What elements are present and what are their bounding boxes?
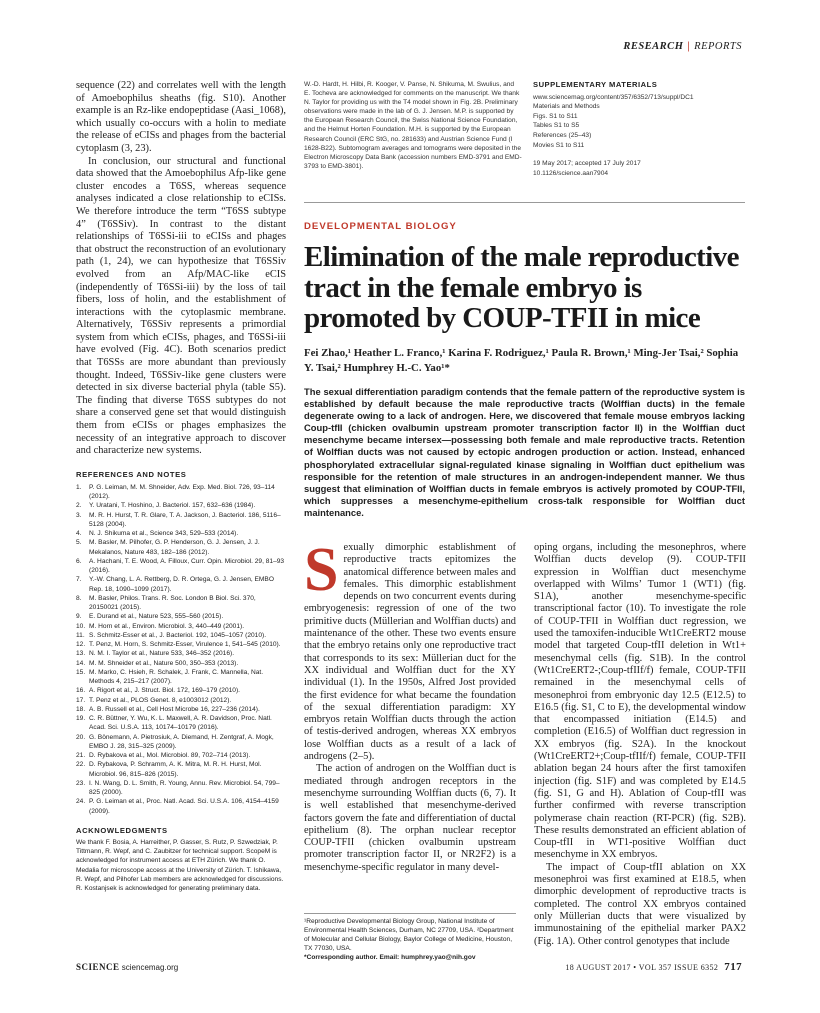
left-column [76,80,286,893]
received-accepted-dates: 19 May 2017; accepted 17 July 2017 [533,160,641,168]
article-abstract: The sexual differentiation paradigm contends that the female pattern of the reproductive system is established by default because the male reproductive tracts (Wolffian ducts) in the female degenerate owing to a lack of androgen. Here, we discovered that female mouse embryos lacking Coup-tfII (chicken ovalbumin upstream promoter transcription factor II) in the Wolffian duct mesenchyme became intersex—possessing both female and male reproductive tracts. Retention of Wolffian ducts was not caused by ectopic androgen production or action. Instead, enhanced phosphorylated extracellular signal-regulated kinase signaling in Wolffian duct epithelium was responsible for the retention of male structures in an androgen-independent manner. We thus suggest that elimination of Wolffian ducts in female embryos is actively promoted by COUP-TFII, which suppresses a mesenchyme-epithelium cross-talk responsible for Wolffian duct maintenance. [304,386,745,518]
reference-item [76,649,286,658]
reference-number: 20. [76,733,86,741]
reference-text: D. Rybakova et al., Mol. Microbiol. 89, 702–714 (2013). [89,752,251,760]
reference-text: N. J. Shikuma et al., Science 343, 529–533 (2014). [89,530,239,538]
reference-number: 14. [76,659,86,667]
reference-item [76,511,286,530]
supplementary-materials [533,80,745,178]
journal-name: SCIENCE [76,962,120,972]
reference-item [76,529,286,538]
reference-item [76,640,286,649]
reference-number: 23. [76,779,86,787]
paragraph: In conclusion, our structural and functional data showed that the Amoebophilus Afp-like gene cluster encodes a T6SS, whereas sequence analyses indicated a close relationship to eCISs. We therefore introduce the term “T6SS subtype 4” (T6SSiv). In contrast to the distant relationships of T6SSi-iii to eCISs and phages that obstruct the reconstruction of an evolutionary path (1, 24), we can hypothesize that T6SSiv evolved from an Afp/MAC-like eCIS (independently of T6SSi-iii) by the loss of tail fibers, loss of holin, and the establishment of interactions with the cytoplasmic membrane. Alternatively, T6SSiv represents a primordial system from which eCISs, phages, and T6SSi-iii have evolved (Fig. 4C). Both scenarios predict that T6SSs are more abundant than previously thought. Indeed, T6SSiv-like gene clusters were detected in six diverse bacterial phyla (table S5). The finding that diverse T6SS subtypes do not share a conserved gene set that would distinguish them from eCISs or phages emphasizes the necessity of an integrative approach to discover and characterize new systems. [76,155,286,457]
reference-number: 13. [76,650,86,658]
reference-text: A. Rigort et al., J. Struct. Biol. 172, 169–179 (2010). [89,687,241,695]
drop-cap: S [304,536,339,604]
journal-site[interactable]: sciencemag.org [121,963,179,972]
reference-text: G. Bönemann, A. Pietrosiuk, A. Diemand, H. Zentgraf, A. Mogk, EMBO J. 28, 315–325 (2009). [89,733,274,750]
reference-text: M. Basler, M. Pilhofer, G. P. Henderson, G. J. Jensen, J. J. Mekalanos, Nature 483, 182–186 (2012). [89,539,260,556]
reference-item [76,668,286,687]
issue-info: 18 AUGUST 2017 • VOL 357 ISSUE 6352 [565,963,719,972]
reference-number: 3. [76,511,82,519]
reference-text: Y.-W. Chang, L. A. Rettberg, D. R. Ortega, G. J. Jensen, EMBO Rep. 18, 1090–1099 (2017). [89,576,274,593]
supplementary-line: Movies S1 to S11 [533,141,585,149]
page-number: 717 [724,961,742,973]
reference-item [76,612,286,621]
doi[interactable]: 10.1126/science.aan7904 [533,169,609,177]
reference-item [76,779,286,798]
reference-text: E. Durand et al., Nature 523, 555–560 (2015). [89,613,224,621]
acknowledgments-continued: W.-D. Hardt, H. Hilbi, R. Kooger, V. Panse, N. Shikuma, M. Swulius, and E. Tocheva are acknowledged for comments on the manuscript. We thank N. Taylor for providing us with the T4 model shown in Fig. 2B. Preliminary observations were made in the lab of G. J. Jensen. M.P. is supported by the European Research Council, the Swiss National Science Foundation, and the Helmut Horten Foundation. M.H. is supported by the European Research Council (ERC StG, no. 281633) and Austrian Science Fund (I 1628-B22). Subtomogram averages and tomograms were deposited in the Electron Microscopy Data Bank (accession numbers EMD-3791 and EMD-3793 to EMD-3801). [304,81,522,170]
reference-text: P. G. Leiman et al., Proc. Natl. Acad. Sci. U.S.A. 106, 4154–4159 (2009). [89,798,279,815]
reference-text: M. Marko, C. Hsieh, R. Schalek, J. Frank, C. Mannella, Nat. Methods 4, 215–217 (2007). [89,668,264,686]
reference-item [76,622,286,631]
reference-text: S. Schmitz-Esser et al., J. Bacteriol. 192, 1045–1057 (2010). [89,631,267,639]
reference-item [76,501,286,510]
reference-text: T. Penz, M. Horn, S. Schmitz-Esser, Virulence 1, 541–545 (2010). [89,641,281,649]
reference-text: A. Hachani, T. E. Wood, A. Filloux, Curr. Opin. Microbiol. 29, 81–93 (2016). [89,557,285,575]
reference-item [76,760,286,779]
reference-number: 6. [76,557,82,565]
reference-item [76,594,286,613]
reference-number: 12. [76,641,86,649]
reference-number: 22. [76,761,86,769]
reference-item [76,631,286,640]
reference-number: 24. [76,798,86,806]
reference-text: M. Basler, Philos. Trans. R. Soc. London B Biol. Sci. 370, 20150021 (2015). [89,594,256,612]
reference-text: I. N. Wang, D. L. Smith, R. Young, Annu. Rev. Microbiol. 54, 799–825 (2000). [89,779,280,797]
paragraph: The impact of Coup-tfII ablation on XX mesonephroi was first examined at E18.5, when dimorphic development of reproductive tracts is completed. The control XX embryos contained only Müllerian ducts that were visualized by immunostaining of the epithelial marker PAX2 (Fig. 1A). Other control genotypes that include [534,861,746,947]
reference-text: N. M. I. Taylor et al., Nature 533, 346–352 (2016). [89,650,235,658]
reference-text: D. Rybakova, P. Schramm, A. K. Mitra, M. R. H. Hurst, Mol. Microbiol. 96, 815–826 (2015). [89,761,262,778]
affiliations: ¹Reproductive Developmental Biology Group, National Institute of Environmental Health Sciences, Durham, NC 27709, USA. ²Department of Molecular and Cellular Biology, Baylor College of Medicine, Houston, TX 77030, USA. [304,918,514,952]
supplementary-heading: SUPPLEMENTARY MATERIALS [533,80,658,89]
reference-text: C. R. Büttner, Y. Wu, K. L. Maxwell, A. R. Davidson, Proc. Natl. Acad. Sci. U.S.A. 113, 10174–10179 (2016). [89,715,272,732]
reference-item [76,751,286,760]
reference-number: 21. [76,752,86,760]
reference-item [76,659,286,668]
reference-number: 1. [76,483,82,491]
reference-number: 11. [76,631,85,639]
footer-right [565,961,742,973]
reference-number: 19. [76,715,86,723]
reference-item [76,733,286,752]
section-divider [304,202,745,203]
header-separator: | [687,41,691,52]
reference-item [76,714,286,733]
reference-number: 16. [76,687,86,695]
reference-text: M. R. H. Hurst, T. R. Glare, T. A. Jackson, J. Bacteriol. 186, 5116–5128 (2004). [89,511,281,528]
reference-number: 15. [76,668,86,676]
supplementary-line: Figs. S1 to S11 [533,112,578,120]
paragraph: oping organs, including the mesonephros, where Wolffian ducts develop (9). COUP-TFII expression in Wolffian duct mesenchyme overlapped with Wilms’ Tumor 1 (WT1) (fig. S1A), another mesenchyme-specific transcriptional factor (10). To investigate the role of COUP-TFII in Wolffian duct regression, we used the tamoxifen-inducible Wt1CreERT2 mouse model that targeted Coup-tfII deletion in Wt1+ mesenchymal cells (fig. S1B). In the control (Wt1CreERT2-;Coup-tfIIf/f) female, COUP-TFII remained in the mesenchymal cells of mesonephroi from embryonic day 12.5 (E12.5) to E16.5 (fig. S1, C to E), the developmental window that encompassed initiation (E14.5) and completion (E16.5) of Wolffian duct regression in XX embryos (fig. S2A). In the knockout (Wt1CreERT2+;Coup-tfIIf/f) female, COUP-TFII ablation began 24 hours after the first tamoxifen injection (fig. S1F) and was completed by E14.5 (fig. S1, G and H). Ablation of Coup-tfII was further confirmed with reverse transcription polymerase chain reaction (RT-PCR) (fig. S2B). These results demonstrated an efficient ablation of Coup-tfII in WT1-positive Wolffian duct mesenchyme in XX embryos. [534,542,746,861]
reference-text: Y. Uratani, T. Hoshino, J. Bacteriol. 157, 632–636 (1984). [89,502,256,510]
acknowledgments-heading: ACKNOWLEDGMENTS [76,825,168,835]
reference-item [76,483,286,502]
reference-number: 10. [76,622,86,630]
previous-article-text [76,80,286,458]
reference-number: 7. [76,576,82,584]
reference-number: 18. [76,705,86,713]
reference-item [76,705,286,714]
corresponding-author[interactable]: *Corresponding author. Email: humphrey.yao@nih.gov [304,954,476,961]
acknowledgments-text: We thank F. Bosia, A. Harreither, P. Gasser, S. Rutz, P. Szwedziak, P. Tittmann, R. Wepf, and C. Zaubitzer for technical support. ScopeM is acknowledged for instrument access at ETH Zürich. We thank O. Medalia for microscope access at the University of Zürich. T. Ishikawa, R. Wepf, and Pilhofer Lab members are acknowledged for discussions. R. Kostanjsek is acknowledged for generating preliminary data. [76,838,284,893]
reference-text: P. G. Leiman, M. M. Shneider, Adv. Exp. Med. Biol. 726, 93–114 (2012). [89,483,275,501]
reference-text: T. Penz et al., PLOS Genet. 8, e1003012 (2012). [89,696,232,704]
supplementary-url[interactable]: www.sciencemag.org/content/357/6352/713/suppl/DC1 [533,93,694,101]
reference-item [76,557,286,576]
reference-number: 4. [76,530,82,538]
paragraph: exually dimorphic establishment of reproductive tracts epitomizes the anatomical difference between males and females. This dimorphic establishment depends on two concurrent events during embryogenesis: regression of one of the two primitive ducts (Müllerian and Wolffian ducts) and maintenance of the other. These two events ensure that the embryo retains only one reproductive tract that corresponds to its sex: Müllerian duct for the XX individual and Wolffian duct for the XY individual (1). In the 1950s, Alfred Jost provided the first evidence for what became the foundation of the sexual differentiation paradigm: XY embryos retain Wolffian ducts through the action of testis-derived androgen, whereas XX embryos lose Wolffian ducts as a result of a lack of androgens (2–5). [304,542,516,763]
article-column-2 [534,542,746,948]
reference-number: 5. [76,539,82,547]
reference-number: 8. [76,594,82,602]
article-section-label: DEVELOPMENTAL BIOLOGY [304,221,457,232]
reference-text: M. M. Shneider et al., Nature 500, 350–353 (2013). [89,659,239,667]
reference-text: A. B. Russell et al., Cell Host Microbe 16, 227–236 (2014). [89,705,260,713]
references-heading: REFERENCES AND NOTES [76,469,187,479]
supplementary-line: References (25–43) [533,131,592,139]
reference-item [76,696,286,705]
reference-item [76,797,286,816]
references-list [76,483,286,816]
article-title: Elimination of the male reproductive tract in the female embryo is promoted by COUP-TFII in mice [304,241,739,334]
reference-number: 9. [76,613,82,621]
header-type: REPORTS [694,41,742,52]
reference-number: 17. [76,696,86,704]
paragraph: The action of androgen on the Wolffian duct is mediated through androgen receptors in the mesenchyme surrounding Wolffian ducts (6, 7). It is well established that mesenchyme-derived factors govern the fate and differentiation of ductal epithelium (8). The orphan nuclear receptor COUP-TFII (chicken ovalbumin upstream promoter transcription factor II, or NR2F2) is a mesenchyme-specific regulator in many devel- [304,763,516,873]
supplementary-line: Tables S1 to S5 [533,122,580,130]
reference-item [76,538,286,557]
reference-item [76,575,286,594]
supplementary-line: Materials and Methods [533,103,600,111]
reference-text: M. Horn et al., Environ. Microbiol. 3, 440–449 (2001). [89,622,245,630]
footer-left [76,962,178,972]
paragraph: sequence (22) and correlates well with the length of Amoebophilus sheaths (fig. S10). Another example is an Rz-like endopeptidase (Aasi_1068), which usually co-occurs with a holin to mediate the release of eCISs and phages from the bacterial cytoplasm (3, 23). [76,80,286,154]
article-column-1 [304,536,516,874]
reference-number: 2. [76,502,82,510]
affiliations-footnote [304,913,516,962]
running-header [623,41,742,52]
header-section: RESEARCH [623,41,684,52]
reference-item [76,686,286,695]
article-authors: Fei Zhao,¹ Heather L. Franco,¹ Karina F. Rodriguez,¹ Paula R. Brown,¹ Ming-Jer Tsai,² Sophia Y. Tsai,² Humphrey H.-C. Yao¹* [304,347,739,374]
